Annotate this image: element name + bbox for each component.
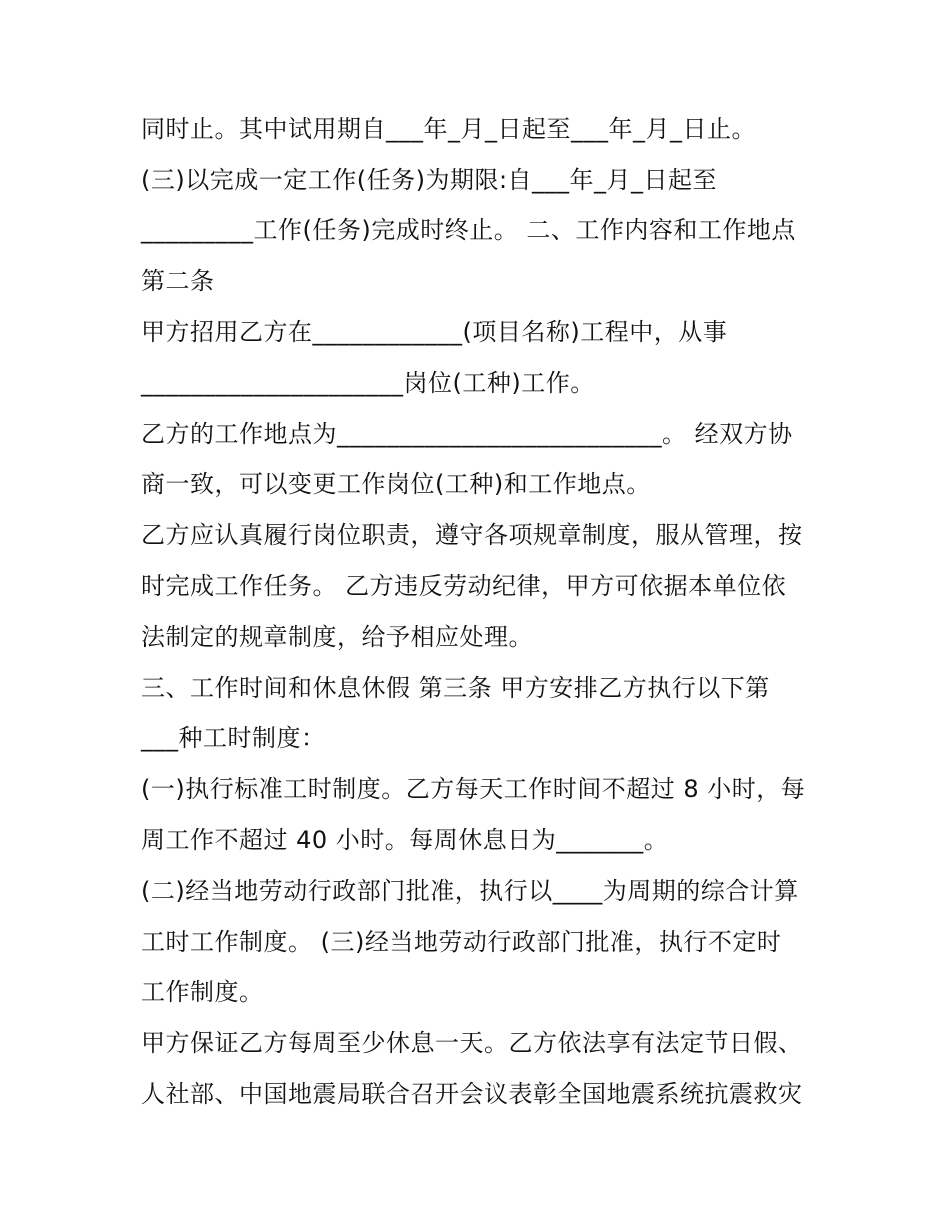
- text-line: 乙方的工作地点为__________________________。 经双方协: [141, 420, 793, 448]
- text-line: (二)经当地劳动行政部门批准，执行以____为周期的综合计算: [141, 877, 799, 905]
- text-line: 工时工作制度。 (三)经当地劳动行政部门批准，执行不定时: [141, 928, 782, 956]
- text-line: 人社部、中国地震局联合召开会议表彰全国地震系统抗震救灾: [141, 1080, 803, 1108]
- text-line: 甲方招用乙方在____________(项目名称)工程中，从事: [141, 318, 728, 346]
- text-line: 商一致，可以变更工作岗位(工种)和工作地点。: [141, 470, 651, 498]
- text-line: (三)以完成一定工作(任务)为期限:自___年_月_日起至: [141, 166, 718, 194]
- text-line: 周工作不超过 40 小时。每周休息日为_______。: [141, 826, 669, 854]
- text-line: ___种工时制度：: [141, 724, 326, 752]
- text-line: 同时止。其中试用期自___年_月_日起至___年_月_日止。: [141, 115, 756, 143]
- text-line: (一)执行标准工时制度。乙方每天工作时间不超过 8 小时，每: [141, 775, 806, 803]
- text-line: 三、工作时间和休息休假 第三条 甲方安排乙方执行以下第: [141, 674, 770, 702]
- text-line: 工作制度。: [141, 978, 264, 1006]
- text-line: 法制定的规章制度，给予相应处理。: [141, 623, 533, 651]
- text-line: 乙方应认真履行岗位职责，遵守各项规章制度，服从管理，按: [141, 521, 803, 549]
- text-line: 第二条: [141, 267, 215, 295]
- text-line: 甲方保证乙方每周至少休息一天。乙方依法享有法定节日假、: [141, 1029, 803, 1057]
- text-line: 时完成工作任务。 乙方违反劳动纪律，甲方可依据本单位依: [141, 572, 787, 600]
- text-line: _________工作(任务)完成时终止。 二、工作内容和工作地点: [141, 216, 796, 244]
- text-line: _____________________岗位(工种)工作。: [141, 369, 595, 397]
